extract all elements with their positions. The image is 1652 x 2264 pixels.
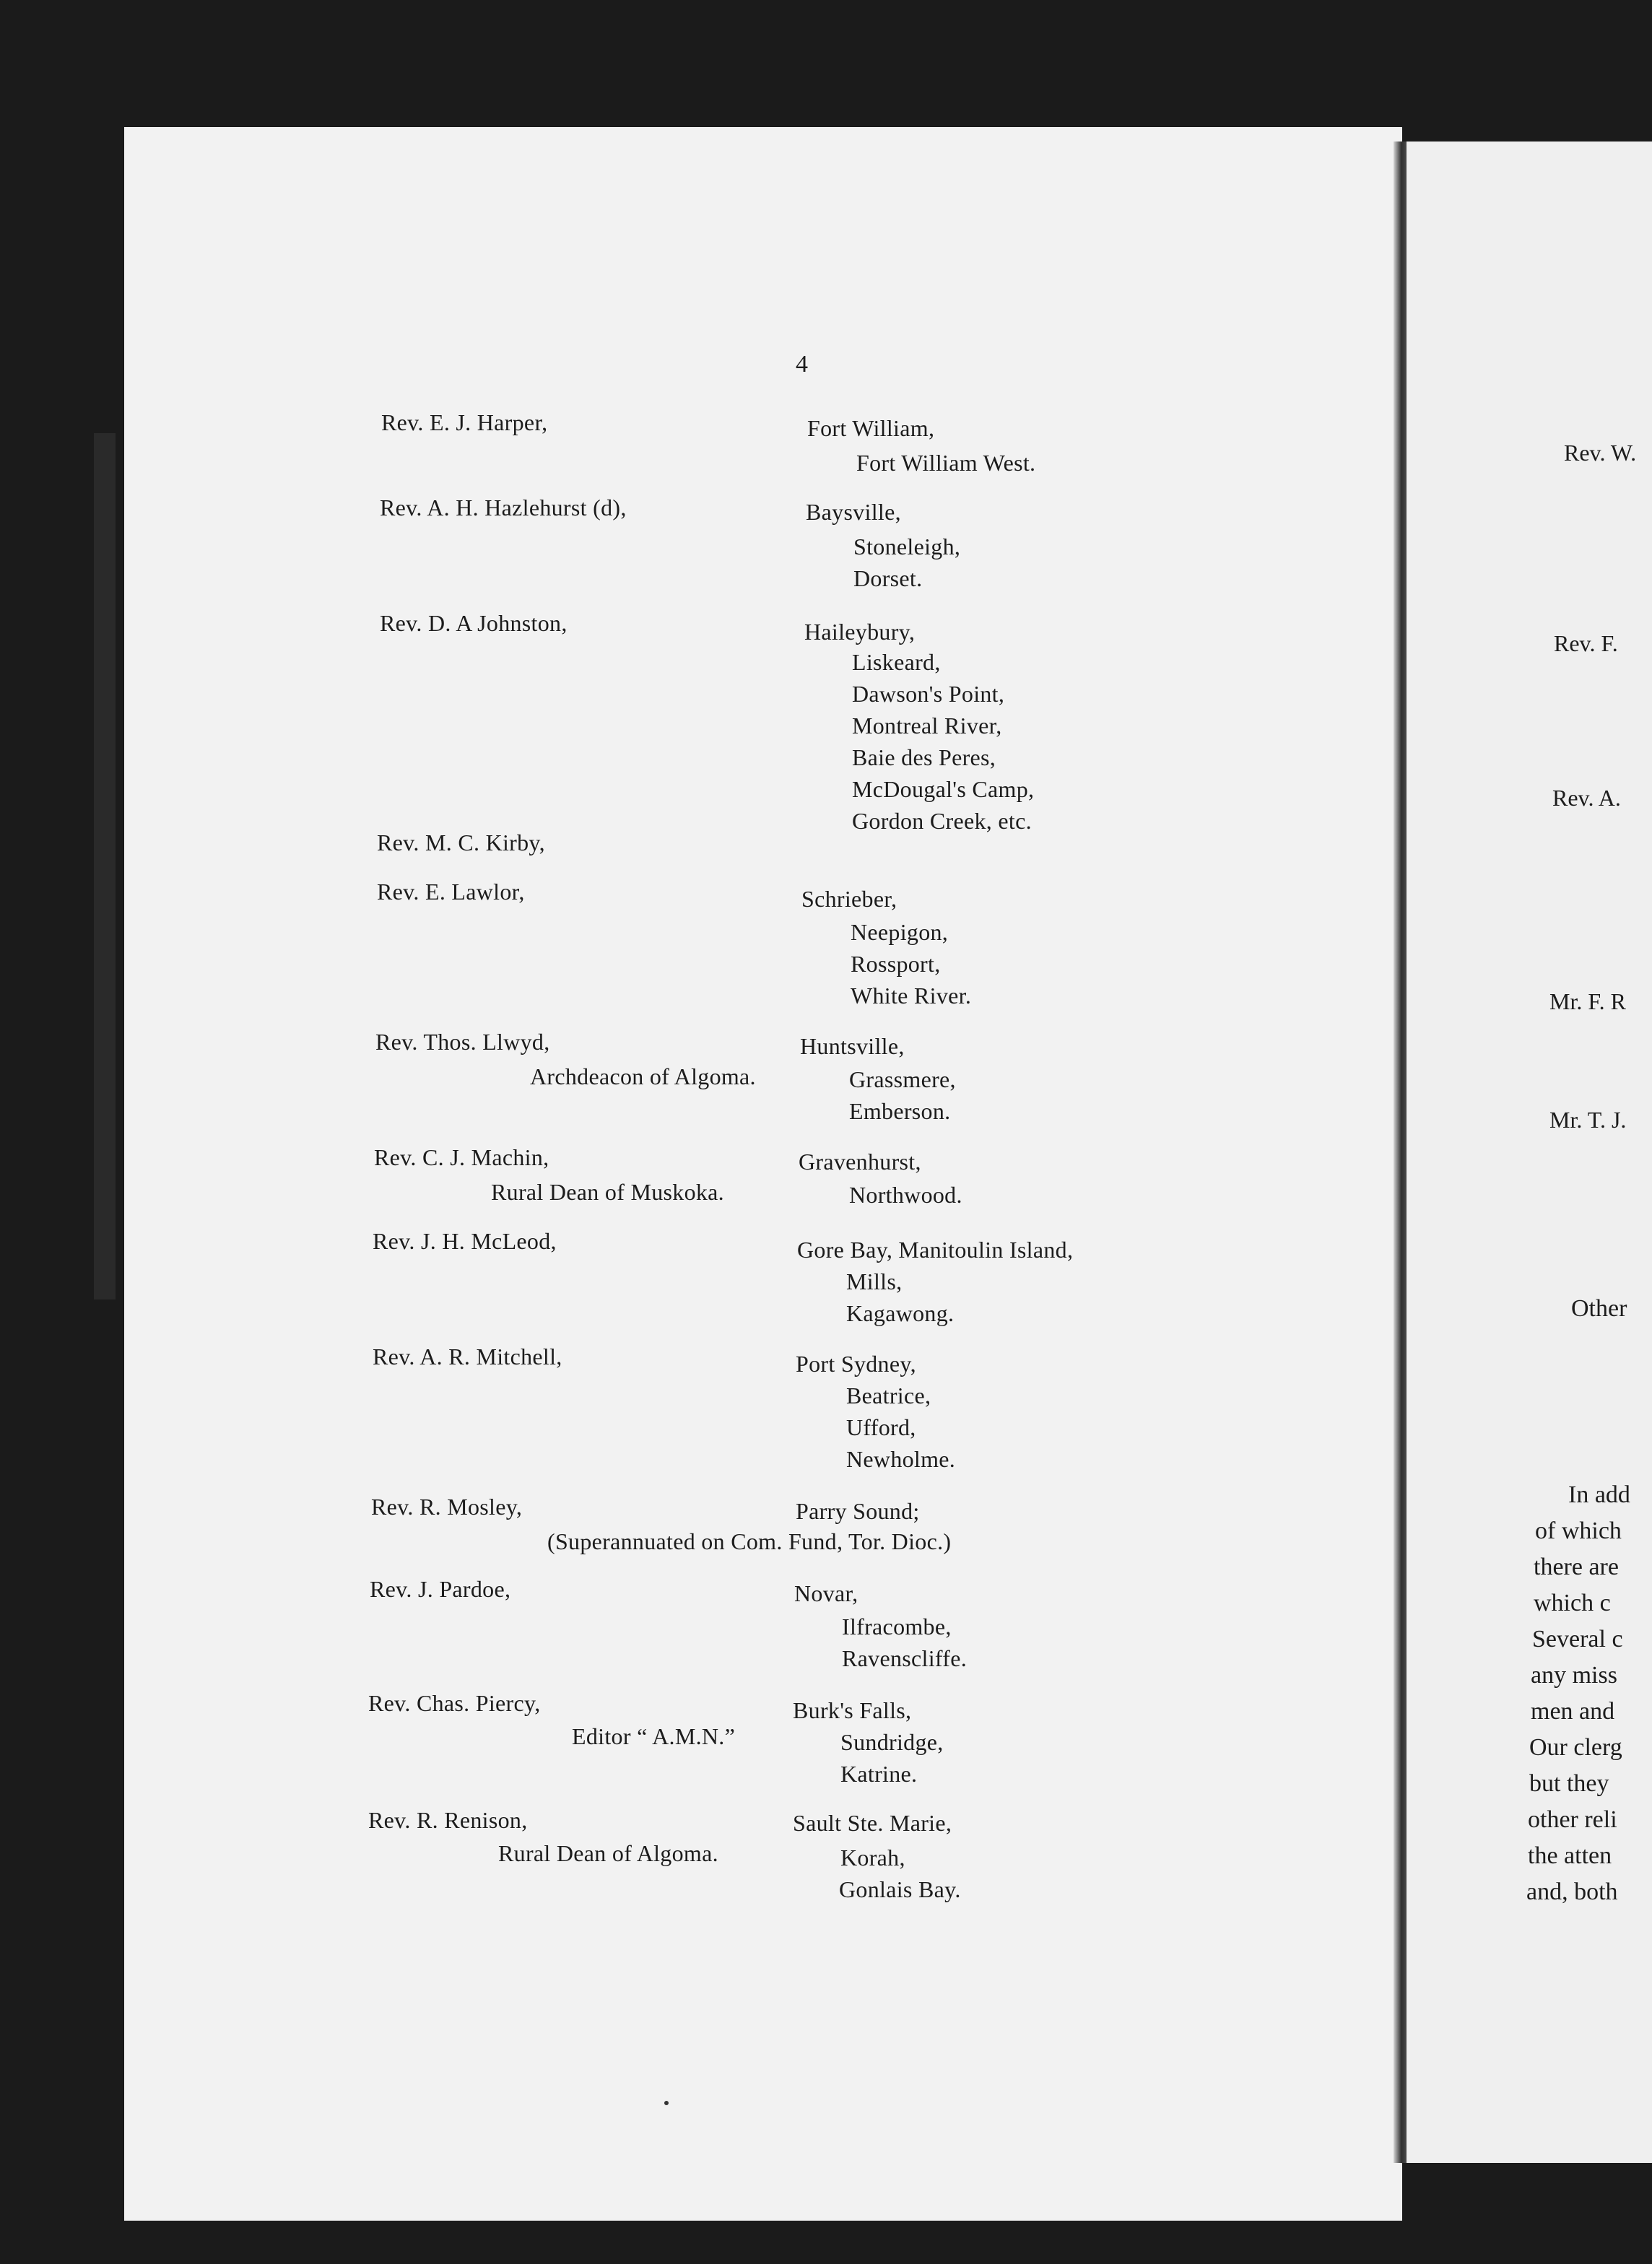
parish-place: Gordon Creek, etc.: [852, 808, 1032, 834]
print-speck: [664, 2101, 669, 2105]
parish-place: Schrieber,: [801, 886, 897, 912]
clergy-name: Rev. R. Renison,: [368, 1807, 528, 1833]
right-clergy-name: Mr. F. R: [1549, 988, 1626, 1014]
parish-place: Montreal River,: [852, 713, 1002, 739]
parish-place: Grassmere,: [849, 1066, 956, 1092]
right-body-line: In add: [1568, 1481, 1630, 1508]
parish-place: Baie des Peres,: [852, 744, 996, 770]
book-gutter: [1394, 142, 1407, 2163]
clergy-name: Rev. C. J. Machin,: [374, 1144, 549, 1170]
scan-edge-shadow: [94, 433, 116, 1299]
clergy-name: Rev. A. H. Hazlehurst (d),: [380, 495, 627, 521]
clergy-note: (Superannuated on Com. Fund, Tor. Dioc.): [547, 1528, 952, 1554]
parish-place: Gore Bay, Manitoulin Island,: [797, 1237, 1074, 1263]
parish-place: Neepigon,: [851, 919, 949, 945]
parish-place: Novar,: [794, 1580, 858, 1606]
parish-place: Kagawong.: [846, 1300, 955, 1326]
parish-place: Huntsville,: [800, 1033, 905, 1059]
clergy-name: Rev. E. Lawlor,: [377, 879, 525, 905]
clergy-name: Rev. J. Pardoe,: [370, 1576, 511, 1602]
parish-place: Ravenscliffe.: [842, 1645, 968, 1671]
clergy-title: Rural Dean of Algoma.: [498, 1840, 718, 1866]
left-page: [124, 127, 1402, 2221]
parish-place: Northwood.: [849, 1182, 962, 1208]
clergy-name: Rev. E. J. Harper,: [381, 409, 548, 435]
parish-place: Korah,: [840, 1845, 905, 1871]
right-body-line: but they: [1529, 1770, 1609, 1797]
parish-place: Haileybury,: [804, 619, 916, 645]
clergy-name: Rev. D. A Johnston,: [380, 610, 568, 636]
parish-place: McDougal's Camp,: [852, 776, 1035, 802]
parish-place: Fort William,: [807, 415, 935, 441]
parish-place: Ilfracombe,: [842, 1614, 952, 1640]
parish-place: Parry Sound;: [796, 1498, 920, 1524]
right-body-line: the atten: [1528, 1842, 1612, 1869]
right-clergy-name: Rev. W.: [1564, 440, 1637, 466]
right-clergy-name: Rev. F.: [1554, 630, 1618, 656]
parish-place: Baysville,: [806, 499, 901, 525]
parish-place: Stoneleigh,: [853, 534, 961, 560]
parish-place: Gravenhurst,: [799, 1149, 921, 1175]
clergy-title: Rural Dean of Muskoka.: [491, 1179, 724, 1205]
parish-place: Mills,: [846, 1268, 903, 1294]
right-body-line: which c: [1534, 1590, 1611, 1616]
parish-place: Emberson.: [849, 1098, 951, 1124]
right-page: [1407, 142, 1652, 2163]
right-body-line: men and: [1531, 1698, 1615, 1725]
right-clergy-name: Rev. A.: [1552, 785, 1621, 811]
parish-place: Beatrice,: [846, 1383, 931, 1409]
clergy-title: Editor “ A.M.N.”: [572, 1723, 736, 1749]
parish-place: Rossport,: [851, 951, 941, 977]
parish-place: Sault Ste. Marie,: [793, 1810, 952, 1836]
clergy-name: Rev. Chas. Piercy,: [368, 1690, 541, 1716]
parish-place: Katrine.: [840, 1761, 918, 1787]
parish-place: Dorset.: [853, 565, 923, 591]
clergy-name: Rev. J. H. McLeod,: [373, 1228, 557, 1254]
right-body-line: and, both: [1526, 1878, 1618, 1905]
parish-place: Dawson's Point,: [852, 681, 1005, 707]
right-clergy-name: Mr. T. J.: [1549, 1107, 1627, 1133]
parish-place: White River.: [851, 983, 972, 1009]
parish-place: Ufford,: [846, 1414, 916, 1440]
clergy-name: Rev. R. Mosley,: [371, 1494, 523, 1520]
clergy-title: Archdeacon of Algoma.: [530, 1063, 756, 1089]
parish-place: Burk's Falls,: [793, 1697, 912, 1723]
parish-place: Fort William West.: [856, 450, 1036, 476]
parish-place: Port Sydney,: [796, 1351, 916, 1377]
right-section-heading: Other: [1571, 1295, 1627, 1322]
right-body-line: Several c: [1532, 1626, 1623, 1653]
parish-place: Sundridge,: [840, 1729, 944, 1755]
clergy-name: Rev. Thos. Llwyd,: [375, 1029, 550, 1055]
right-body-line: Our clerg: [1529, 1734, 1622, 1761]
parish-place: Liskeard,: [852, 649, 941, 675]
right-body-line: there are: [1534, 1554, 1619, 1580]
parish-place: Newholme.: [846, 1446, 956, 1472]
right-body-line: other reli: [1528, 1806, 1617, 1833]
right-body-line: of which: [1535, 1518, 1622, 1544]
clergy-name: Rev. A. R. Mitchell,: [373, 1344, 562, 1370]
right-body-line: any miss: [1531, 1662, 1617, 1689]
page-number: 4: [796, 351, 809, 378]
clergy-name: Rev. M. C. Kirby,: [377, 830, 545, 855]
parish-place: Gonlais Bay.: [839, 1876, 961, 1902]
